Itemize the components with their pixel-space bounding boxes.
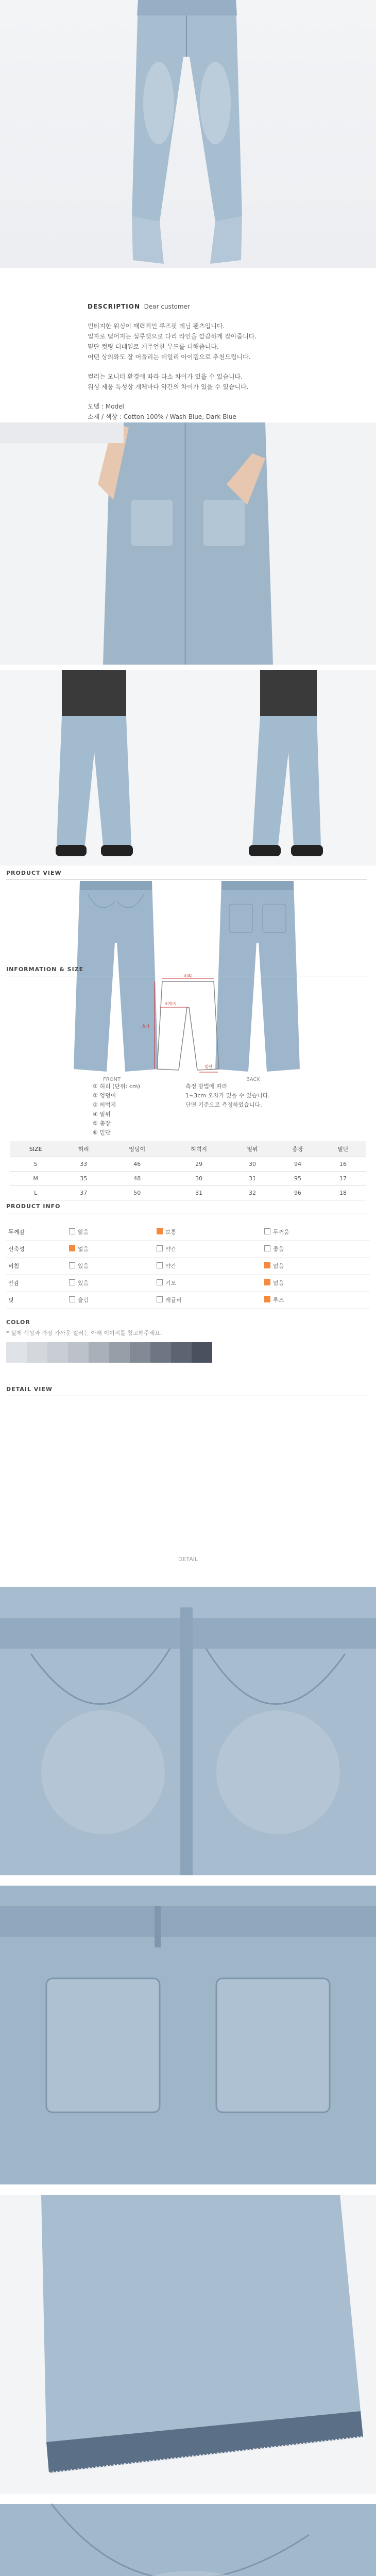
model-front-photo xyxy=(0,670,188,866)
fit-option-label: 있음 xyxy=(78,1280,89,1286)
fit-option-label: 있음 xyxy=(78,1263,89,1269)
size-cell: 96 xyxy=(275,1186,320,1200)
color-swatch xyxy=(130,1342,150,1363)
fit-option-label: 약간 xyxy=(165,1246,177,1252)
size-note-right: 측정 방법에 따라 xyxy=(185,1083,228,1090)
size-cell: 30 xyxy=(168,1172,230,1186)
table-row xyxy=(6,1292,370,1309)
size-header-cell: 허리 xyxy=(61,1141,106,1157)
fit-option xyxy=(262,1224,370,1241)
size-cell: S xyxy=(10,1157,61,1172)
note-line: 컬러는 모니터 환경에 따라 다소 차이가 있을 수 있습니다. xyxy=(88,373,243,380)
note-line: 워싱 제품 특성상 개체마다 약간의 차이가 있을 수 있습니다. xyxy=(88,383,249,391)
detail-back-photo xyxy=(0,1886,376,2184)
color-swatch xyxy=(192,1342,212,1363)
fit-option-label: 얇음 xyxy=(78,1229,89,1235)
product-info-block xyxy=(6,1203,370,1309)
size-header-cell: 허벅지 xyxy=(168,1141,230,1157)
table-row xyxy=(6,1224,370,1241)
color-swatch xyxy=(150,1342,171,1363)
size-notes xyxy=(93,1082,270,1138)
checkbox-icon xyxy=(69,1296,75,1302)
color-swatches xyxy=(6,1342,370,1363)
size-cell: 95 xyxy=(275,1172,320,1186)
color-swatch xyxy=(47,1342,68,1363)
fit-option xyxy=(155,1292,262,1309)
detail-caption: DETAIL xyxy=(178,1556,198,1563)
detail-view-label: DETAIL VIEW xyxy=(6,1386,367,1396)
checkbox-icon xyxy=(69,1228,75,1234)
model-value: Model xyxy=(105,403,124,410)
detail-waist-photo xyxy=(0,1587,376,1875)
table-row xyxy=(10,1186,366,1200)
diagram-thigh-label: 허벅지 xyxy=(165,1002,177,1006)
description-line: 일자로 떨어지는 실루엣으로 다리 라인을 깔끔하게 잡아줍니다. xyxy=(88,333,257,340)
description-line: 어떤 상의와도 잘 어울리는 데일리 아이템으로 추천드립니다. xyxy=(88,353,251,361)
detail-hem-photo xyxy=(0,2195,376,2494)
size-cell: 46 xyxy=(106,1157,168,1172)
diagram-length-label: 총장 xyxy=(142,1024,150,1029)
size-cell: 33 xyxy=(61,1157,106,1172)
checkbox-icon xyxy=(264,1245,270,1251)
size-cell: 17 xyxy=(320,1172,366,1186)
size-note: ⑥ 밑단 xyxy=(93,1129,111,1136)
checkbox-icon xyxy=(157,1279,163,1285)
size-cell: 50 xyxy=(106,1186,168,1200)
fit-option xyxy=(155,1258,262,1275)
size-note: ④ 밑위 xyxy=(93,1111,111,1117)
table-row xyxy=(10,1157,366,1172)
size-cell: 31 xyxy=(230,1172,275,1186)
diagram-waist-label: 허리 xyxy=(184,974,192,978)
table-row xyxy=(6,1241,370,1258)
color-swatch xyxy=(109,1342,130,1363)
size-cell: M xyxy=(10,1172,61,1186)
fit-option-label: 없음 xyxy=(78,1246,89,1252)
size-cell: L xyxy=(10,1186,61,1200)
fit-category: 신축성 xyxy=(6,1241,67,1258)
fit-option xyxy=(155,1275,262,1292)
size-cell: 29 xyxy=(168,1157,230,1172)
fit-option-label: 루즈 xyxy=(272,1297,284,1303)
size-cell: 32 xyxy=(230,1186,275,1200)
size-header-cell: 총장 xyxy=(275,1141,320,1157)
fit-category: 비침 xyxy=(6,1258,67,1275)
size-cell: 16 xyxy=(320,1157,366,1172)
back-caption: BACK xyxy=(246,1077,261,1082)
color-block xyxy=(6,1319,370,1363)
size-note: ③ 허벅지 xyxy=(93,1101,116,1108)
size-table xyxy=(10,1141,366,1200)
size-header-cell: 밑위 xyxy=(230,1141,275,1157)
size-cell: 37 xyxy=(61,1186,106,1200)
model-label: 모델 xyxy=(88,403,100,410)
fit-option xyxy=(67,1224,155,1241)
size-cell: 30 xyxy=(230,1157,275,1172)
fit-option xyxy=(155,1224,262,1241)
description-title-sub: Dear customer xyxy=(144,303,190,310)
detail-pocket-photo xyxy=(0,2504,376,2576)
color-swatch xyxy=(171,1342,192,1363)
fit-option-label: 슬림 xyxy=(78,1297,89,1303)
fit-option xyxy=(155,1241,262,1258)
fit-option xyxy=(67,1292,155,1309)
fit-option-label: 없음 xyxy=(272,1280,284,1286)
checked-box-icon xyxy=(264,1296,270,1302)
diagram-hem-label: 밑단 xyxy=(204,1064,213,1069)
product-info-label: PRODUCT INFO xyxy=(6,1203,370,1213)
fit-table xyxy=(6,1224,370,1309)
front-caption: FRONT xyxy=(103,1077,121,1082)
color-swatch xyxy=(27,1342,47,1363)
description-block: DESCRIPTION Dear customer 빈티지한 워싱이 매력적인 루즈핏 데님 팬츠입니다. 일자로 떨어지는 실루엣으로 다리 라인을 깔끔하게 잡아줍니다. 밑단 컷팅 디테일로 캐주얼한 무드를 더해줍니다. 어떤 상의와도 잘 어울리는 데일리 아이템으로 추천드립니다. 컬러는 모니터 환경에 따라 다소 차이가 있을 수 있습니다. 워싱 제품 특성상 개체마다 약간의 차이가 있을 수 있습니다. 모델 : Model 소재 / 색상 : Cotton 100% / Wash Blue, Dark Blue xyxy=(88,301,324,432)
fit-option xyxy=(262,1258,370,1275)
fit-option-label: 기모 xyxy=(165,1280,177,1286)
fit-option xyxy=(262,1275,370,1292)
product-view-label: PRODUCT VIEW xyxy=(6,870,367,880)
size-cell: 94 xyxy=(275,1157,320,1172)
size-cell: 35 xyxy=(61,1172,106,1186)
color-title: COLOR xyxy=(6,1319,30,1326)
fit-option-label: 좋음 xyxy=(272,1246,284,1252)
size-header-cell: 밑단 xyxy=(320,1141,366,1157)
size-cell: 31 xyxy=(168,1186,230,1200)
fit-option xyxy=(262,1292,370,1309)
material-label: 소재 / 색상 xyxy=(88,413,118,420)
size-note: ⑤ 총장 xyxy=(93,1120,111,1127)
checkbox-icon xyxy=(69,1279,75,1285)
size-header-cell: 엉덩이 xyxy=(106,1141,168,1157)
size-info-label: INFORMATION & SIZE xyxy=(6,966,367,976)
color-swatch xyxy=(6,1342,27,1363)
size-note: ② 엉덩이 xyxy=(93,1092,116,1099)
checkbox-icon xyxy=(157,1245,163,1251)
checkbox-icon xyxy=(157,1296,163,1302)
size-table-header xyxy=(10,1141,366,1157)
color-swatch xyxy=(68,1342,89,1363)
fit-category: 핏 xyxy=(6,1292,67,1309)
table-row xyxy=(6,1258,370,1275)
fit-category: 안감 xyxy=(6,1275,67,1292)
fit-option-label: 레귤러 xyxy=(165,1297,182,1303)
fit-option xyxy=(67,1258,155,1275)
fit-option-label: 없음 xyxy=(272,1263,284,1269)
model-back-photo xyxy=(0,422,376,665)
jeans-front-image xyxy=(128,0,246,268)
fit-option-label: 보통 xyxy=(165,1229,177,1235)
model-side-photo xyxy=(188,670,376,866)
checkbox-icon xyxy=(264,1228,270,1234)
size-note: ① 허리 (단위: cm) xyxy=(93,1083,140,1090)
table-row xyxy=(10,1172,366,1186)
size-note-right: 1~3cm 오차가 있을 수 있습니다. xyxy=(185,1092,270,1099)
size-note-right: 단면 기준으로 측정하였습니다. xyxy=(185,1101,262,1108)
checked-box-icon xyxy=(69,1245,75,1251)
checked-box-icon xyxy=(264,1279,270,1285)
fit-category: 두께감 xyxy=(6,1224,67,1241)
description-line: 밑단 컷팅 디테일로 캐주얼한 무드를 더해줍니다. xyxy=(88,343,219,350)
checkbox-icon xyxy=(69,1262,75,1268)
hero-photo xyxy=(0,0,376,268)
fit-option xyxy=(67,1275,155,1292)
fit-option-label: 약간 xyxy=(165,1263,177,1269)
table-row xyxy=(6,1275,370,1292)
size-cell: 18 xyxy=(320,1186,366,1200)
fit-option xyxy=(67,1241,155,1258)
size-cell: 48 xyxy=(106,1172,168,1186)
material-value: Cotton 100% / Wash Blue, Dark Blue xyxy=(123,413,236,420)
size-header-cell: SIZE xyxy=(10,1141,61,1157)
fit-option xyxy=(262,1241,370,1258)
size-diagram xyxy=(142,976,234,1074)
checkbox-icon xyxy=(157,1262,163,1268)
fit-option-label: 두꺼움 xyxy=(272,1229,289,1235)
description-title: DESCRIPTION xyxy=(88,303,141,310)
checked-box-icon xyxy=(264,1262,270,1268)
color-note: * 실제 색상과 가장 가까운 컬러는 아래 이미지를 참고해주세요. xyxy=(6,1330,162,1336)
checked-box-icon xyxy=(157,1228,163,1234)
color-swatch xyxy=(89,1342,109,1363)
description-line: 빈티지한 워싱이 매력적인 루즈핏 데님 팬츠입니다. xyxy=(88,323,225,330)
